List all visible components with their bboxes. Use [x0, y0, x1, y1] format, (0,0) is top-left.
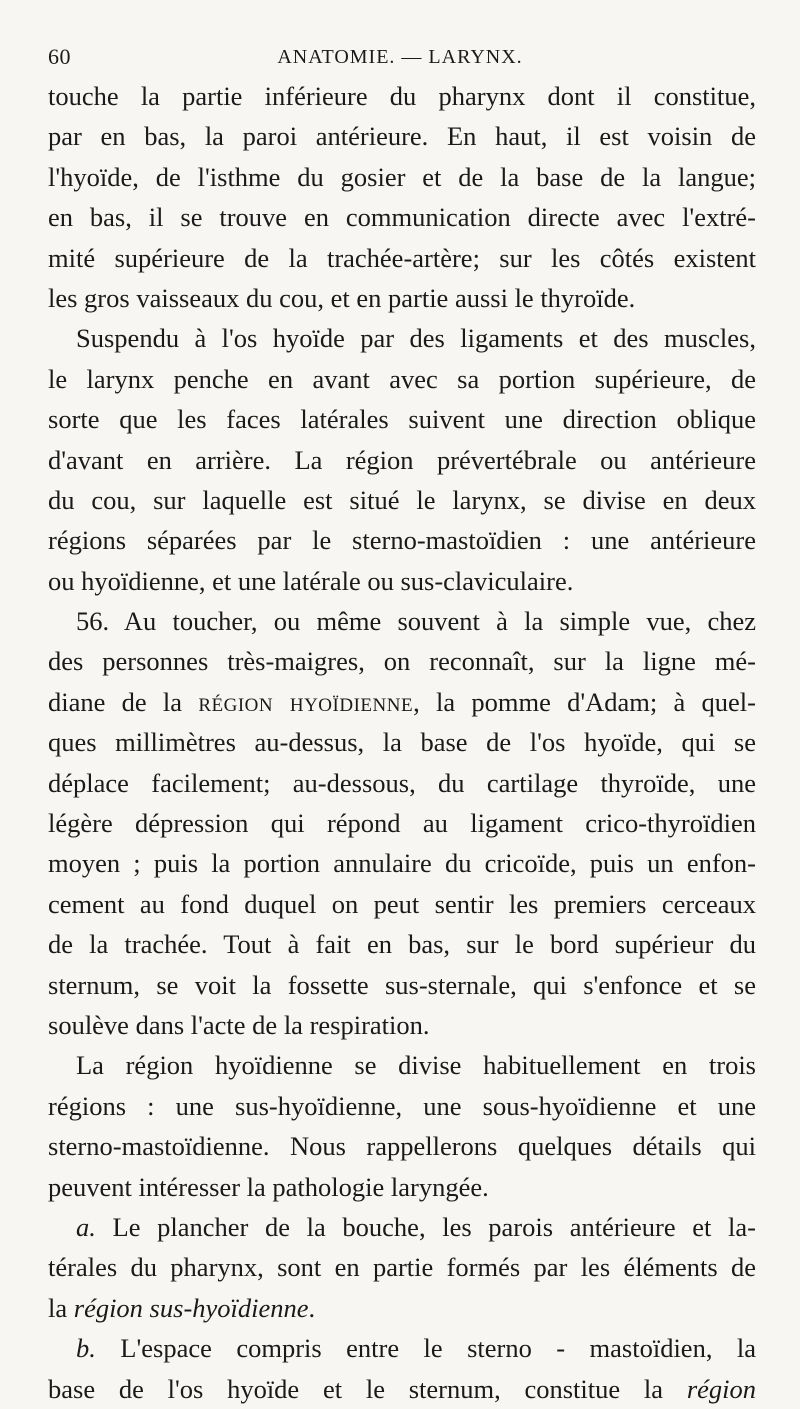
text-line: peuvent intéresser la pathologie laryngée.: [48, 1171, 489, 1202]
text-line: par en bas, la paroi antérieure. En haut, il est voisin de: [48, 121, 756, 152]
text-line: l'hyoïde, de l'isthme du gosier et de la base de la langue;: [48, 161, 756, 192]
running-head: ANATOMIE. — LARYNX.: [277, 46, 523, 68]
text-line: ques millimètres au-dessus, la base de l'os hyoïde, qui se: [48, 727, 756, 758]
paragraph-start-line: Suspendu à l'os hyoïde par des ligaments et des muscles,: [76, 323, 756, 354]
text-line: des personnes très-maigres, on reconnaît, sur la ligne mé-: [48, 646, 756, 677]
body-text: [48, 76, 756, 1409]
line-text: la: [48, 1292, 74, 1323]
text-line: [48, 1288, 756, 1328]
line-text: diane de la: [48, 686, 199, 717]
small-caps-term: région hyoïdienne: [198, 686, 414, 717]
page-header: [48, 38, 752, 74]
paragraph-start-line: La région hyoïdienne se divise habituellement en trois: [76, 1050, 756, 1081]
text-line: le larynx penche en avant avec sa portion supérieure, de: [48, 363, 756, 394]
text-line: en bas, il se trouve en communication directe avec l'extré-: [48, 202, 756, 233]
text-line: de la trachée. Tout à fait en bas, sur le bord supérieur du: [48, 929, 756, 960]
text-line: soulève dans l'acte de la respiration.: [48, 1009, 430, 1040]
text-line: légère dépression qui répond au ligament crico-thyroïdien: [48, 808, 756, 839]
line-text: L'espace compris entre le sterno - mastoïdien, la: [95, 1333, 756, 1364]
italic-term: région: [686, 1373, 756, 1404]
text-line: déplace facilement; au-dessous, du cartilage thyroïde, une: [48, 767, 756, 798]
text-line: moyen ; puis la portion annulaire du cricoïde, puis un enfon-: [48, 848, 756, 879]
text-line: ou hyoïdienne, et une latérale ou sus-claviculaire.: [48, 565, 574, 596]
text-line: cement au fond duquel on peut sentir les premiers cerceaux: [48, 888, 756, 919]
item-letter: a.: [76, 1211, 96, 1242]
text-line: térales du pharynx, sont en partie formés par les éléments de: [48, 1252, 756, 1283]
text-line: d'avant en arrière. La région prévertébrale ou antérieure: [48, 444, 756, 475]
item-letter: b.: [76, 1333, 96, 1364]
text-line: régions séparées par le sterno-mastoïdien : une antérieure: [48, 525, 756, 556]
paragraph-start-line: [48, 1207, 756, 1247]
paragraph-start-line: [48, 1328, 756, 1368]
text-line: du cou, sur laquelle est situé le larynx, se divise en deux: [48, 484, 756, 515]
text-line: [48, 1369, 756, 1409]
line-text: Le plancher de la bouche, les parois antérieure et la-: [95, 1211, 756, 1242]
text-line: [48, 682, 756, 722]
italic-term: région sus-hyoïdienne: [73, 1292, 309, 1323]
text-line: mité supérieure de la trachée-artère; sur les côtés existent: [48, 242, 756, 273]
text-line: régions : une sus-hyoïdienne, une sous-hyoïdienne et une: [48, 1090, 756, 1121]
text-line: les gros vaisseaux du cou, et en partie aussi le thyroïde.: [48, 282, 636, 313]
text-line: sternum, se voit la fossette sus-sternale, qui s'enfonce et se: [48, 969, 756, 1000]
text-line: sorte que les faces latérales suivent une direction oblique: [48, 404, 756, 435]
line-text: base de l'os hyoïde et le sternum, constitue la: [48, 1373, 687, 1404]
line-text: .: [308, 1292, 316, 1323]
line-text: , la pomme d'Adam; à quel-: [413, 686, 756, 717]
text-line: sterno-mastoïdienne. Nous rappellerons quelques détails qui: [48, 1131, 756, 1162]
paragraph-start-line: 56. Au toucher, ou même souvent à la simple vue, chez: [76, 606, 756, 637]
text-line: touche la partie inférieure du pharynx dont il constitue,: [48, 81, 756, 111]
page-number: 60: [48, 44, 71, 69]
